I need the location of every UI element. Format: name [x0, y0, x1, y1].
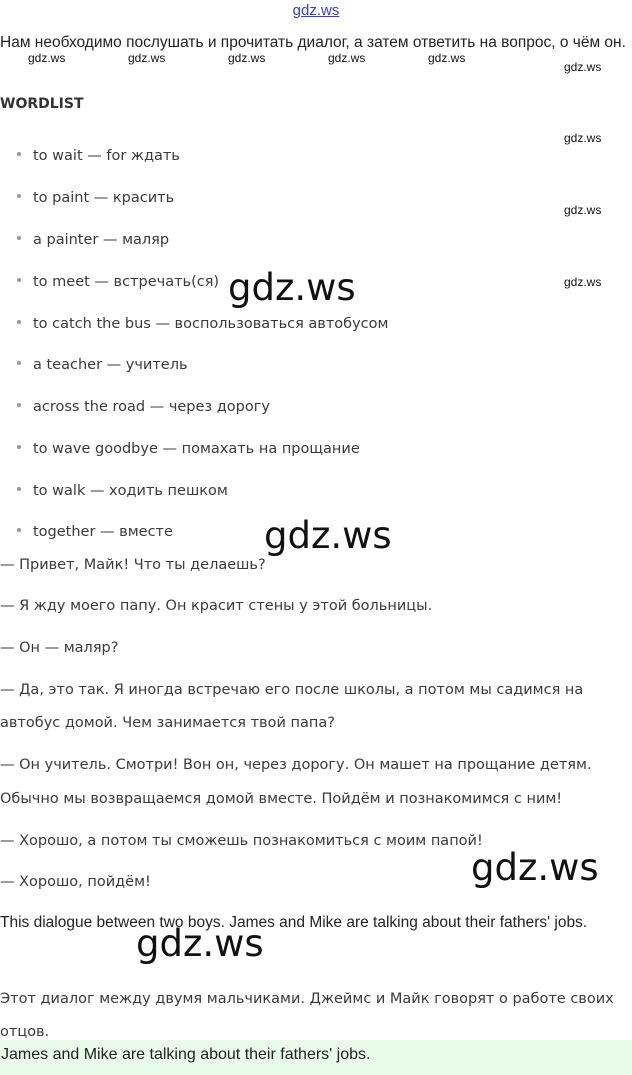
watermark-small: gdz.ws [564, 275, 602, 289]
dialogue-line: — Хорошо, пойдём! [0, 874, 151, 890]
bullet-icon [17, 320, 21, 324]
watermark-large: gdz.ws [228, 266, 356, 309]
wordlist-item: to wait — for ждать [17, 148, 180, 164]
translation-russian: Этот диалог между двумя мальчиками. Джеймс и Майк говорят о работе своих отцов. [0, 991, 614, 1040]
dialogue-line: — Я жду моего папу. Он красит стены у этой больницы. [0, 598, 433, 614]
bullet-icon [17, 361, 21, 365]
watermark-small: gdz.ws [328, 51, 366, 65]
wordlist-item: to wave goodbye — помахать на прощание [17, 441, 360, 457]
watermark-large: gdz.ws [264, 514, 392, 557]
bullet-icon [17, 278, 21, 282]
watermark-small: gdz.ws [28, 51, 66, 65]
watermark-small: gdz.ws [128, 51, 166, 65]
wordlist-title: WORDLIST [0, 96, 84, 112]
site-link[interactable]: gdz.ws [292, 2, 340, 19]
bullet-icon [17, 194, 21, 198]
wordlist-item: to paint — красить [17, 190, 174, 206]
watermark-small: gdz.ws [428, 51, 466, 65]
answer-box [0, 1040, 632, 1075]
wordlist-item: together — вместе [17, 524, 173, 540]
watermark-large: gdz.ws [136, 922, 264, 965]
dialogue-line: Обычно мы возвращаемся домой вместе. Пойдём и познакомимся с ним! [0, 791, 563, 807]
wordlist-item: a painter — маляр [17, 232, 169, 248]
intro-text: Нам необходимо послушать и прочитать диалог, а затем ответить на вопрос, о чём он. [0, 34, 626, 51]
watermark-small: gdz.ws [564, 131, 602, 145]
watermark-small: gdz.ws [228, 51, 266, 65]
dialogue-line: — Он — маляр? [0, 640, 119, 656]
wordlist-item: to catch the bus — воспользоваться автобусом [17, 316, 388, 332]
watermark-large: gdz.ws [471, 846, 599, 889]
dialogue-line: — Хорошо, а потом ты сможешь познакомиться с моим папой! [0, 833, 483, 849]
dialogue-line: — Да, это так. Я иногда встречаю его после школы, а потом мы садимся на [0, 682, 584, 698]
bullet-icon [17, 403, 21, 407]
bullet-icon [17, 487, 21, 491]
dialogue-line: — Он учитель. Смотри! Вон он, через дорогу. Он машет на прощание детям. [0, 757, 592, 773]
dialogue-line: автобус домой. Чем занимается твой папа? [0, 715, 335, 731]
translation-english: This dialogue between two boys. James and Mike are talking about their fathers' jobs. [0, 914, 588, 931]
bullet-icon [17, 528, 21, 532]
bullet-icon [17, 152, 21, 156]
watermark-small: gdz.ws [564, 60, 602, 74]
answer-text: James and Mike are talking about their fathers' jobs. [1, 1046, 371, 1063]
bullet-icon [17, 236, 21, 240]
bullet-icon [17, 445, 21, 449]
wordlist-item: to walk — ходить пешком [17, 483, 228, 499]
wordlist-item: across the road — через дорогу [17, 399, 270, 415]
dialogue-line: — Привет, Майк! Что ты делаешь? [0, 557, 266, 573]
wordlist-item: a teacher — учитель [17, 357, 188, 373]
wordlist-item: to meet — встречать(ся) [17, 274, 219, 290]
watermark-small: gdz.ws [564, 203, 602, 217]
